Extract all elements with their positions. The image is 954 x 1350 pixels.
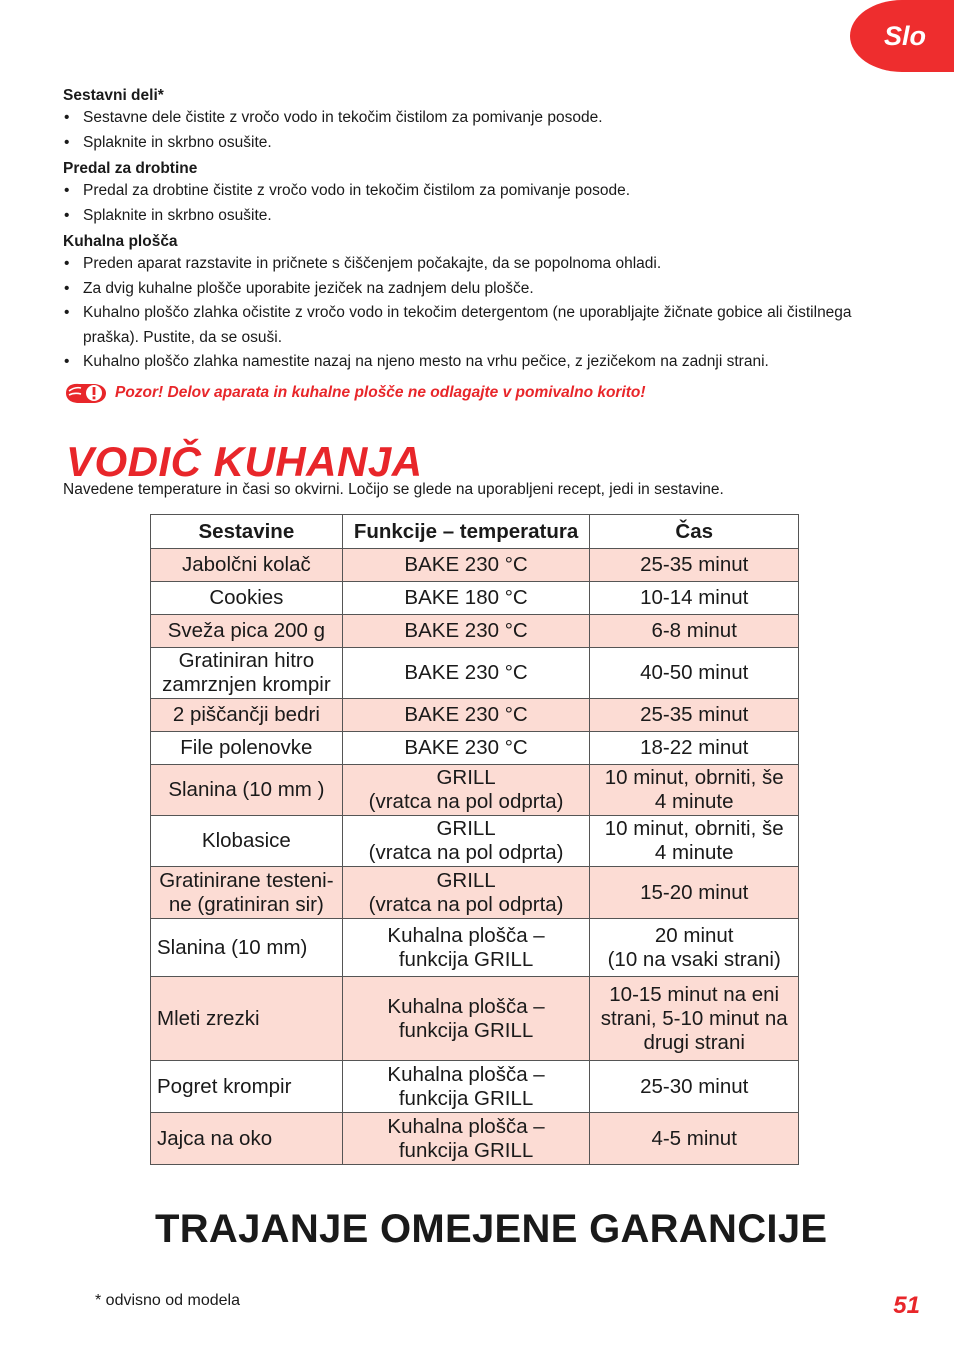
section-heading: Predal za drobtine xyxy=(63,160,198,177)
table-cell-time: 4-5 minut xyxy=(590,1113,799,1165)
table-row xyxy=(151,1113,799,1165)
table-cell-ingredient: Klobasice xyxy=(151,816,343,867)
column-header-time: Čas xyxy=(590,515,799,549)
column-header-function: Funkcije – temperatura xyxy=(342,515,590,549)
table-cell-ingredient: Cookies xyxy=(151,582,343,615)
bullet-list xyxy=(63,179,903,228)
table-cell-function: Kuhalna plošča – funkcija GRILL xyxy=(342,919,590,977)
table-row xyxy=(151,615,799,648)
list-item: • Sestavne dele čistite z vročo vodo in tekočim čistilom za pomivanje posode. xyxy=(63,106,903,131)
warning-notice xyxy=(63,381,903,405)
bullet-list xyxy=(63,106,903,155)
guide-title: VODIČ KUHANJA xyxy=(66,438,423,485)
language-tab: Slo xyxy=(850,0,954,72)
table-row xyxy=(151,582,799,615)
table-row xyxy=(151,919,799,977)
section-heading: Sestavni deli* xyxy=(63,87,164,104)
table-cell-ingredient: 2 piščančji bedri xyxy=(151,699,343,732)
table-row xyxy=(151,765,799,816)
warranty-title: TRAJANJE OMEJENE GARANCIJE xyxy=(155,1207,828,1251)
table-cell-time: 10-14 minut xyxy=(590,582,799,615)
cooking-guide-table xyxy=(150,514,799,1165)
list-item: • Predal za drobtine čistite z vročo vodo in tekočim čistilom za pomivanje posode. xyxy=(63,179,903,204)
table-header-row xyxy=(151,515,799,549)
table-row xyxy=(151,977,799,1061)
table-cell-ingredient: Slanina (10 mm ) xyxy=(151,765,343,816)
footnote: * odvisno od modela xyxy=(95,1292,240,1309)
table-cell-time: 10 minut, obrniti, še 4 minute xyxy=(590,816,799,867)
table-cell-time: 25-30 minut xyxy=(590,1061,799,1113)
list-item: • Kuhalno ploščo zlahka očistite z vročo vodo in tekočim detergentom (ne uporabljajte žičnate gobice ali čistilnega praška). Pustite, da se osuši. xyxy=(63,301,903,350)
table-cell-time: 10-15 minut na eni strani, 5-10 minut na drugi strani xyxy=(590,977,799,1061)
table-cell-function: GRILL (vratca na pol odprta) xyxy=(342,765,590,816)
table-body xyxy=(151,549,799,1165)
guide-subtitle: Navedene temperature in časi so okvirni. Ločijo se glede na uporabljeni recept, jedi in sestavine. xyxy=(63,481,724,498)
table-cell-ingredient: Sveža pica 200 g xyxy=(151,615,343,648)
list-item: • Splaknite in skrbno osušite. xyxy=(63,131,903,156)
column-header-ingredients: Sestavine xyxy=(151,515,343,549)
table-cell-function: BAKE 230 °C xyxy=(342,648,590,699)
table-row xyxy=(151,732,799,765)
table-cell-time: 15-20 minut xyxy=(590,867,799,919)
table-cell-ingredient: Gratinirane testeni- ne (gratiniran sir) xyxy=(151,867,343,919)
warning-text: Pozor! Delov aparata in kuhalne plošče ne odlagajte v pomivalno korito! xyxy=(115,383,646,401)
table-cell-ingredient: Mleti zrezki xyxy=(151,977,343,1061)
table-row xyxy=(151,867,799,919)
table-cell-time: 40-50 minut xyxy=(590,648,799,699)
table-cell-function: BAKE 230 °C xyxy=(342,549,590,582)
table-cell-function: GRILL (vratca na pol odprta) xyxy=(342,867,590,919)
table-cell-ingredient: Slanina (10 mm) xyxy=(151,919,343,977)
table-row xyxy=(151,1061,799,1113)
table-cell-function: Kuhalna plošča – funkcija GRILL xyxy=(342,1113,590,1165)
list-item: • Kuhalno ploščo zlahka namestite nazaj na njeno mesto na vrhu pečice, z jezičekom na zadnji strani. xyxy=(63,350,903,375)
table-cell-time: 25-35 minut xyxy=(590,549,799,582)
table-cell-ingredient: Jabolčni kolač xyxy=(151,549,343,582)
table-cell-function: Kuhalna plošča – funkcija GRILL xyxy=(342,1061,590,1113)
table-cell-function: BAKE 180 °C xyxy=(342,582,590,615)
table-row xyxy=(151,816,799,867)
table-cell-time: 6-8 minut xyxy=(590,615,799,648)
warning-hand-icon xyxy=(63,381,109,405)
table-cell-function: BAKE 230 °C xyxy=(342,732,590,765)
table-cell-time: 18-22 minut xyxy=(590,732,799,765)
table-row xyxy=(151,699,799,732)
page-number: 51 xyxy=(893,1292,920,1319)
section-heading: Kuhalna plošča xyxy=(63,233,178,250)
cleaning-instructions xyxy=(63,86,903,405)
list-item: • Za dvig kuhalne plošče uporabite jeziček na zadnjem delu plošče. xyxy=(63,277,903,302)
table-row xyxy=(151,549,799,582)
table-cell-time: 20 minut (10 na vsaki strani) xyxy=(590,919,799,977)
table-cell-ingredient: File polenovke xyxy=(151,732,343,765)
bullet-list xyxy=(63,252,903,375)
list-item: • Preden aparat razstavite in pričnete s čiščenjem počakajte, da se popolnoma ohladi. xyxy=(63,252,903,277)
list-item: • Splaknite in skrbno osušite. xyxy=(63,204,903,229)
table-cell-ingredient: Jajca na oko xyxy=(151,1113,343,1165)
table-cell-ingredient: Pogret krompir xyxy=(151,1061,343,1113)
table-row xyxy=(151,648,799,699)
table-cell-function: BAKE 230 °C xyxy=(342,699,590,732)
table-cell-function: GRILL (vratca na pol odprta) xyxy=(342,816,590,867)
table-cell-ingredient: Gratiniran hitro zamrznjen krompir xyxy=(151,648,343,699)
table-cell-time: 25-35 minut xyxy=(590,699,799,732)
table-cell-function: BAKE 230 °C xyxy=(342,615,590,648)
table-cell-function: Kuhalna plošča – funkcija GRILL xyxy=(342,977,590,1061)
table-cell-time: 10 minut, obrniti, še 4 minute xyxy=(590,765,799,816)
